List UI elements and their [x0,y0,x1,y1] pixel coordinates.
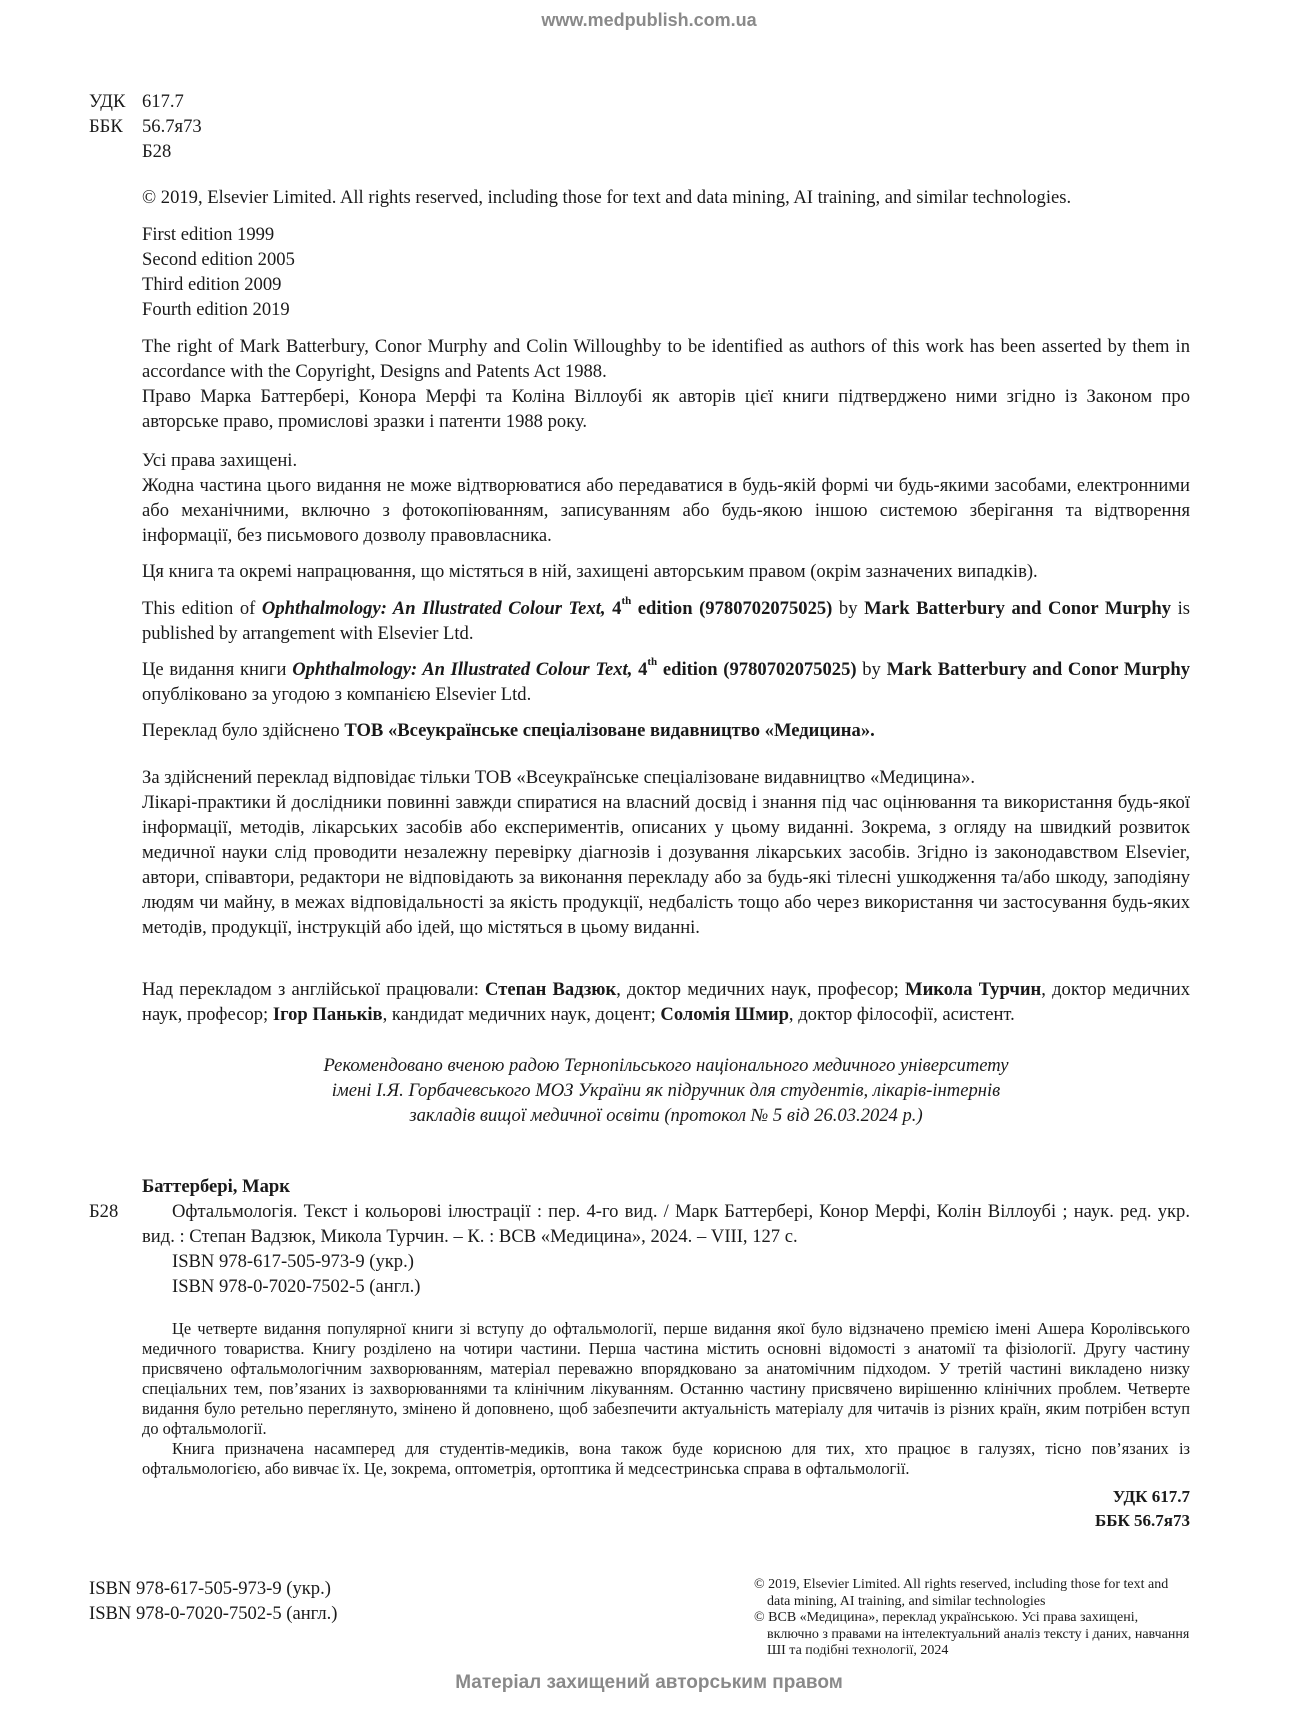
translator-name: Микола Турчин [905,979,1042,1000]
all-rights-body: Жодна частина цього видання не може відтворюватися або передаватися в будь-якій формі чи будь-якими засобами, електронними або механічними, включно з фотокопіюванням, записуванням або будь-якою іншою системою зберігання та відтворення інформації, без письмового дозволу правовласника. [142,475,1190,546]
site-url-header: www.medpublish.com.ua [541,10,757,30]
authors: Mark Batterbury and Conor Murphy [886,659,1191,680]
classification-block [89,89,202,164]
abstract [142,1319,1190,1533]
translation-statement: Переклад було здійснено ТОВ «Всеукраїнське спеціалізоване видавництво «Медицина». [142,720,875,741]
recommendation-note: Рекомендовано вченою радою Тернопільського національного медичного університету імені І.Я. Горбачевського МОЗ України як підручник для студентів, лікарів-інтернів закладів вищої медичної освіти (протокол № 5 від 26.03.2024 р.) [323,1055,1009,1126]
responsibility-first: За здійснений переклад відповідає тільки ТОВ «Всеукраїнське спеціалізоване видавництво «Медицина». [142,767,976,788]
edition-item: Third edition 2009 [142,274,282,295]
edition-statement-uk: Це видання книги Ophthalmology: An Illustrated Colour Text, 4th edition (9780702075025) by Mark Batterbury and Conor Murphy опубліковано за угодою з компанією Elsevier Ltd. [142,656,1191,705]
authors: Mark Batterbury and Conor Murphy [864,598,1172,619]
translation-publisher: ТОВ «Всеукраїнське спеціалізоване видавництво «Медицина». [344,720,875,741]
edition-item: Second edition 2005 [142,249,295,270]
footer-copyright [754,1577,1190,1660]
catalog-mark: Б28 [89,1201,119,1222]
editions-list [142,222,1190,322]
edition-statement-en: This edition of Ophthalmology: An Illustrated Colour Text, 4th edition (9780702075025) by Mark Batterbury and Conor Murphy is published by arrangement with Elsevier Ltd. [142,595,1190,644]
bbk-value: 56.7я73 [142,116,202,137]
translator-name: Ігор Паньків [272,1004,383,1025]
copyright-line: © 2019, Elsevier Limited. All rights reserved, including those for text and data mining, AI training, and similar technologies. [142,187,1072,208]
footer-copyright-vsv: © ВСВ «Медицина», переклад українською. Усі права захищені, включно з правами на інтелектуальний аналіз тексту і даних, навчання ШІ та подібні технології, 2024 [754,1610,1190,1658]
abstract-paragraph: Книга призначена насамперед для студентів-медиків, вона також буде корисною для тих, хто працює в галузях, тісно пов’язаних із офтальмологією, або вивчає їх. Це, зокрема, оптометрія, ортоптика й медсестринська справа в офтальмології. [142,1439,1190,1478]
abstract-bbk: ББК 56.7я73 [1094,1511,1190,1530]
udk-value: 617.7 [142,91,184,112]
footer-isbn: ISBN 978-617-505-973-9 (укр.) ISBN 978-0-7020-7502-5 (англ.) [89,1578,338,1624]
abstract-paragraph: Це четверте видання популярної книги зі вступу до офтальмології, перше видання якої було відзначено премією імені Ашера Королівського медичного товариства. Книгу розділено на чотири частини. Перша частина містить основні відомості з анатомії та фізіології. Другу частину присвячено офтальмологічним захворюванням, матеріал переважно впорядковано за анатомічним підходом. У третій частині викладено низку спеціальних тем, пов’язаних із захворюваннями та клінічним лікуванням. Останню частину присвячено вирішенню клінічних проблем. Четверте видання було ретельно переглянуто, змінено й доповнено, щоб забезпечити актуальність матеріалу для читачів із різних країн, яким потрібен вступ до офтальмології. [142,1319,1190,1438]
abstract-udk: УДК 617.7 [1112,1487,1190,1506]
responsibility-body: Лікарі-практики й дослідники повинні завжди спиратися на власний досвід і знання під час оцінювання та використання будь-якої інформації, методів, лікарських засобів або експериментів, описаних у цьому виданні. Зокрема, з огляду на швидкий розвиток медичної науки слід проводити незалежну перевірку діагнозів і дозування лікарських засобів. Згідно із законодавством Elsevier, автори, співавтори, редактори не відповідають за виконання перекладу або за будь-які тілесні ушкодження та/або шкоду, заподіяну людям чи майну, в межах відповідальності за якість продукції, недбалість тощо або через використання чи застосування будь-яких методів, продукції, інструкцій або ідей, що містяться в цьому виданні. [142,792,1190,938]
edition-item: First edition 1999 [142,224,275,245]
rights-en: The right of Mark Batterbury, Conor Murphy and Colin Willoughby to be identified as authors of this work has been asserted by them in accordance with the Copyright, Designs and Patents Act 1988. [142,336,1190,382]
bbk-label: ББК [89,116,123,137]
copyright-watermark: Матеріал захищений авторським правом [455,1672,843,1693]
all-rights-title: Усі права захищені. [142,450,298,471]
catalog-isbn-en: ISBN 978-0-7020-7502-5 (англ.) [172,1276,421,1297]
book-title: Ophthalmology: An Illustrated Colour Text, [261,598,606,619]
catalog-isbn-uk: ISBN 978-617-505-973-9 (укр.) [172,1251,414,1272]
udk-label: УДК [89,91,126,112]
rights-uk: Право Марка Баттербері, Конора Мерфі та Коліна Віллоубі як авторів цієї книги підтверджено ними згідно із Законом про авторське право, промислові зразки і патенти 1988 року. [142,386,1190,432]
translator-name: Соломія Шмир [660,1004,789,1025]
catalog-author-heading: Баттербері, Марк [142,1176,290,1197]
catalog-description: Офтальмологія. Текст і кольорові ілюстрації : пер. 4-го вид. / Марк Баттербері, Конор Мерфі, Колін Віллоубі ; наук. ред. укр. вид. : Степан Вадзюк, Микола Турчин. – К. : ВСВ «Медицина», 2024. – VIII, 127 с. [142,1201,1190,1247]
author-mark: Б28 [142,141,172,162]
edition-item: Fourth edition 2019 [142,299,290,320]
translators-statement: Над перекладом з англійської працювали: Степан Вадзюк, доктор медичних наук, професор; Микола Турчин, доктор медичних наук, професор; Ігор Паньків, кандидат медичних наук, доцент; Соломія Шмир, доктор філософії, асистент. [142,979,1190,1025]
footer-copyright-elsevier: © 2019, Elsevier Limited. All rights reserved, including those for text and data mining, AI training, and similar technologies [754,1577,1169,1609]
book-title: Ophthalmology: An Illustrated Colour Text, [292,659,633,680]
translator-name: Степан Вадзюк [485,979,617,1000]
protected-note: Ця книга та окремі напрацювання, що містяться в ній, захищені авторським правом (окрім зазначених випадків). [142,561,1038,582]
